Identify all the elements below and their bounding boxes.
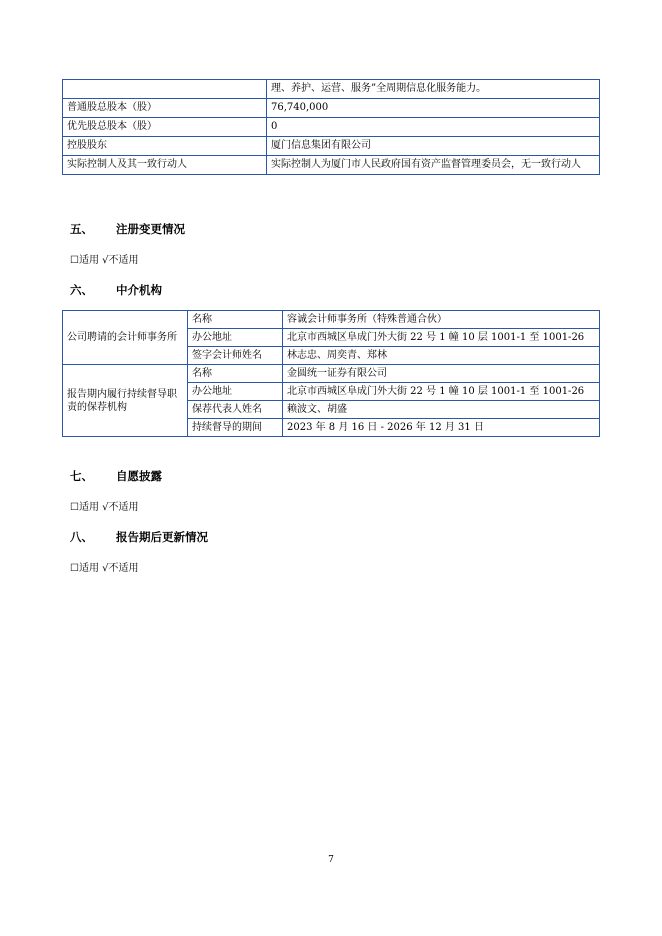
section-number: 八、 — [70, 530, 93, 544]
table-row — [63, 311, 600, 329]
table-row — [63, 118, 600, 137]
table-cell-label: 实际控制人及其一致行动人 — [63, 156, 267, 175]
table-cell-label: 控股股东 — [63, 137, 267, 156]
field-name: 名称 — [188, 311, 283, 329]
applicability-note: ☐适用 √不适用 — [70, 255, 139, 266]
field-value: 2023 年 8 月 16 日 - 2026 年 12 月 31 日 — [283, 419, 600, 437]
table-cell-value: 0 — [267, 118, 600, 137]
section-heading-5 — [70, 221, 185, 237]
field-name: 保荐代表人姓名 — [188, 401, 283, 419]
section-heading-7 — [70, 468, 162, 484]
company-info-table — [62, 79, 600, 175]
table-cell-value: 76,740,000 — [267, 99, 600, 118]
section-heading-6 — [70, 282, 162, 298]
section-number: 六、 — [70, 283, 93, 297]
field-value: 赖波文、胡盛 — [283, 401, 600, 419]
table-row — [63, 80, 600, 99]
table-cell-label: 普通股总股本（股） — [63, 99, 267, 118]
table-cell-value: 实际控制人为厦门市人民政府国有资产监督管理委员会，无一致行动人 — [267, 156, 600, 175]
section-title: 报告期后更新情况 — [116, 530, 208, 544]
field-value: 林志忠、周奕青、郑林 — [283, 347, 600, 365]
section-heading-8 — [70, 529, 208, 545]
field-name: 签字会计师姓名 — [188, 347, 283, 365]
section-title: 中介机构 — [116, 283, 162, 297]
section-title: 自愿披露 — [116, 469, 162, 483]
page-number: 7 — [328, 855, 334, 865]
group-label: 公司聘请的会计师事务所 — [63, 311, 188, 365]
table-cell-label: 优先股总股本（股） — [63, 118, 267, 137]
field-value: 金圆统一证券有限公司 — [283, 365, 600, 383]
field-name: 办公地址 — [188, 383, 283, 401]
field-name: 持续督导的期间 — [188, 419, 283, 437]
table-cell-label — [63, 80, 267, 99]
table-cell-value: 厦门信息集团有限公司 — [267, 137, 600, 156]
field-value: 北京市西城区阜成门外大街 22 号 1 幢 10 层 1001-1 至 1001-26 — [283, 383, 600, 401]
table-cell-value: 理、养护、运营、服务”全周期信息化服务能力。 — [267, 80, 600, 99]
field-value: 容诚会计师事务所（特殊普通合伙） — [283, 311, 600, 329]
applicability-note: ☐适用 √不适用 — [70, 563, 139, 574]
section-number: 五、 — [70, 222, 93, 236]
section-title: 注册变更情况 — [116, 222, 185, 236]
table-row — [63, 156, 600, 175]
table-row — [63, 99, 600, 118]
field-name: 名称 — [188, 365, 283, 383]
table-row — [63, 137, 600, 156]
field-name: 办公地址 — [188, 329, 283, 347]
table-row — [63, 365, 600, 383]
group-label: 报告期内履行持续督导职责的保荐机构 — [63, 365, 188, 437]
applicability-note: ☐适用 √不适用 — [70, 502, 139, 513]
section-number: 七、 — [70, 469, 93, 483]
field-value: 北京市西城区阜成门外大街 22 号 1 幢 10 层 1001-1 至 1001-26 — [283, 329, 600, 347]
intermediary-table — [62, 310, 600, 437]
